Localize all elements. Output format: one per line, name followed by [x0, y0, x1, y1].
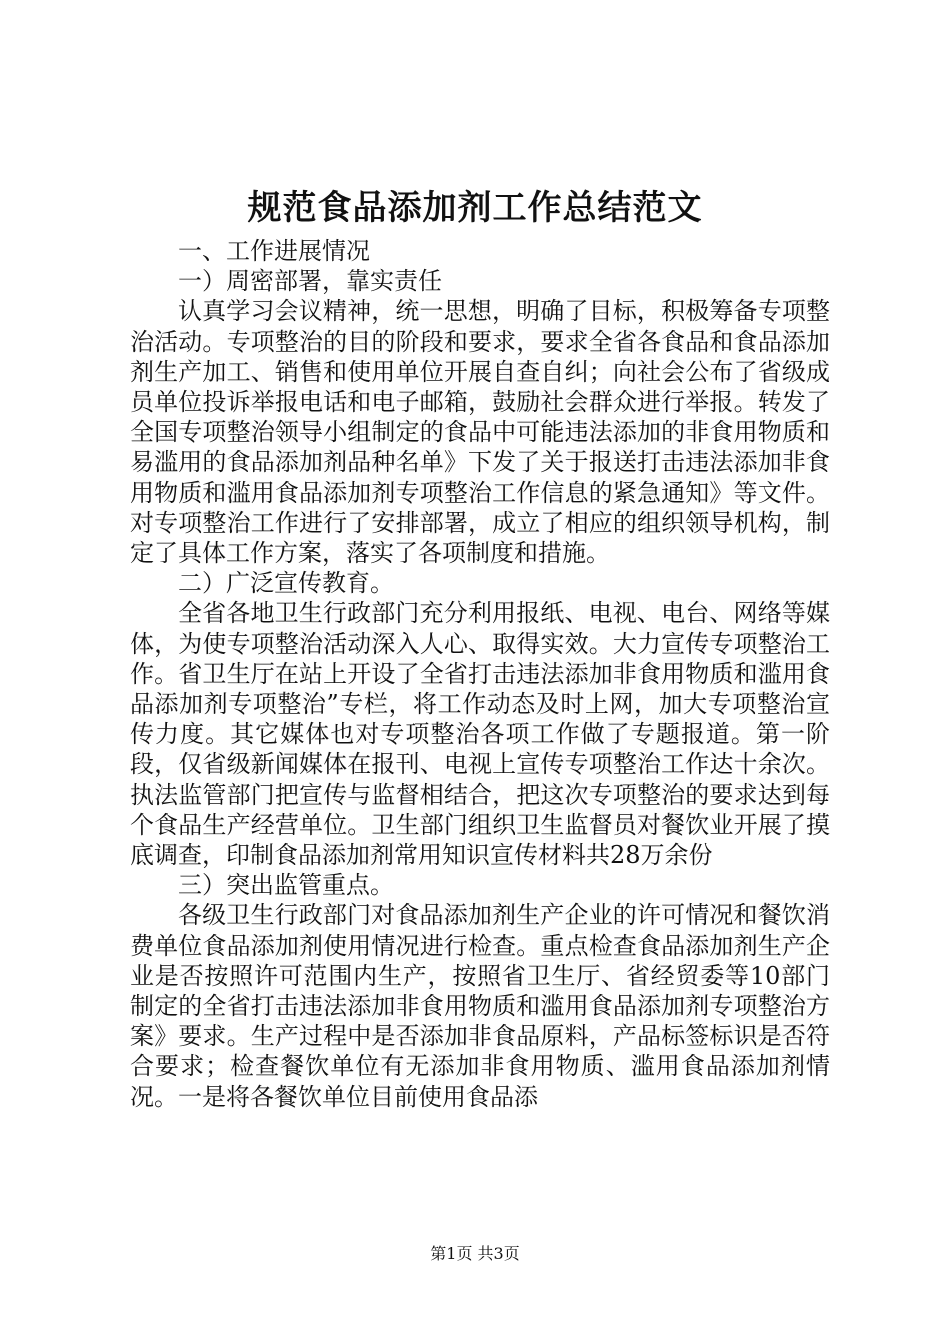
subsection-heading-3: 三）突出监管重点。: [178, 871, 394, 900]
paragraph-3: 各级卫生行政部门对食品添加剂生产企业的许可情况和餐饮消费单位食品添加剂使用情况进行检查。重点检查食品添加剂生产企业是否按照许可范围内生产，按照省卫生厅、省经贸委等10部门制定的全省打击违法添加非食用物质和滥用食品添加剂专项整治方案》要求。生产过程中是否添加非食品原料，产品标签标识是否符合要求；检查餐饮单位有无添加非食用物质、滥用食品添加剂情况。一是将各餐饮单位目前使用食品添: [130, 901, 830, 1111]
section-heading: 一、工作进展情况: [178, 237, 370, 265]
paragraph-1: 认真学习会议精神，统一思想，明确了目标，积极筹备专项整治活动。专项整治的目的阶段和要求，要求全省各食品和食品添加剂生产加工、销售和使用单位开展自查自纠；向社会公布了省级成员单位投诉举报电话和电子邮箱，鼓励社会群众进行举报。转发了全国专项整治领导小组制定的食品中可能违法添加的非食用物质和易滥用的食品添加剂品种名单》下发了关于报送打击违法添加非食用物质和滥用食品添加剂专项整治工作信息的紧急通知》等文件。对专项整治工作进行了安排部署，成立了相应的组织领导机构，制定了具体工作方案，落实了各项制度和措施。: [130, 297, 830, 568]
subsection-heading-2: 二）广泛宣传教育。: [178, 569, 394, 598]
subsection-heading-1: 一）周密部署，靠实责任: [178, 267, 442, 296]
document-title: 规范食品添加剂工作总结范文: [247, 188, 703, 228]
paragraph-2: 全省各地卫生行政部门充分利用报纸、电视、电台、网络等媒体，为使专项整治活动深入人心、取得实效。大力宣传专项整治工作。省卫生厅在站上开设了全省打击违法添加非食用物质和滥用食品添加剂专项整治”专栏，将工作动态及时上网，加大专项整治宣传力度。其它媒体也对专项整治各项工作做了专题报道。第一阶段，仅省级新闻媒体在报刊、电视上宣传专项整治工作达十余次。执法监管部门把宣传与监督相结合，把这次专项整治的要求达到每个食品生产经营单位。卫生部门组织卫生监督员对餐饮业开展了摸底调查，印制食品添加剂常用知识宣传材料共28万余份: [130, 599, 830, 870]
document-body: [130, 236, 830, 1112]
page-footer: 第1页 共3页: [430, 1244, 520, 1263]
